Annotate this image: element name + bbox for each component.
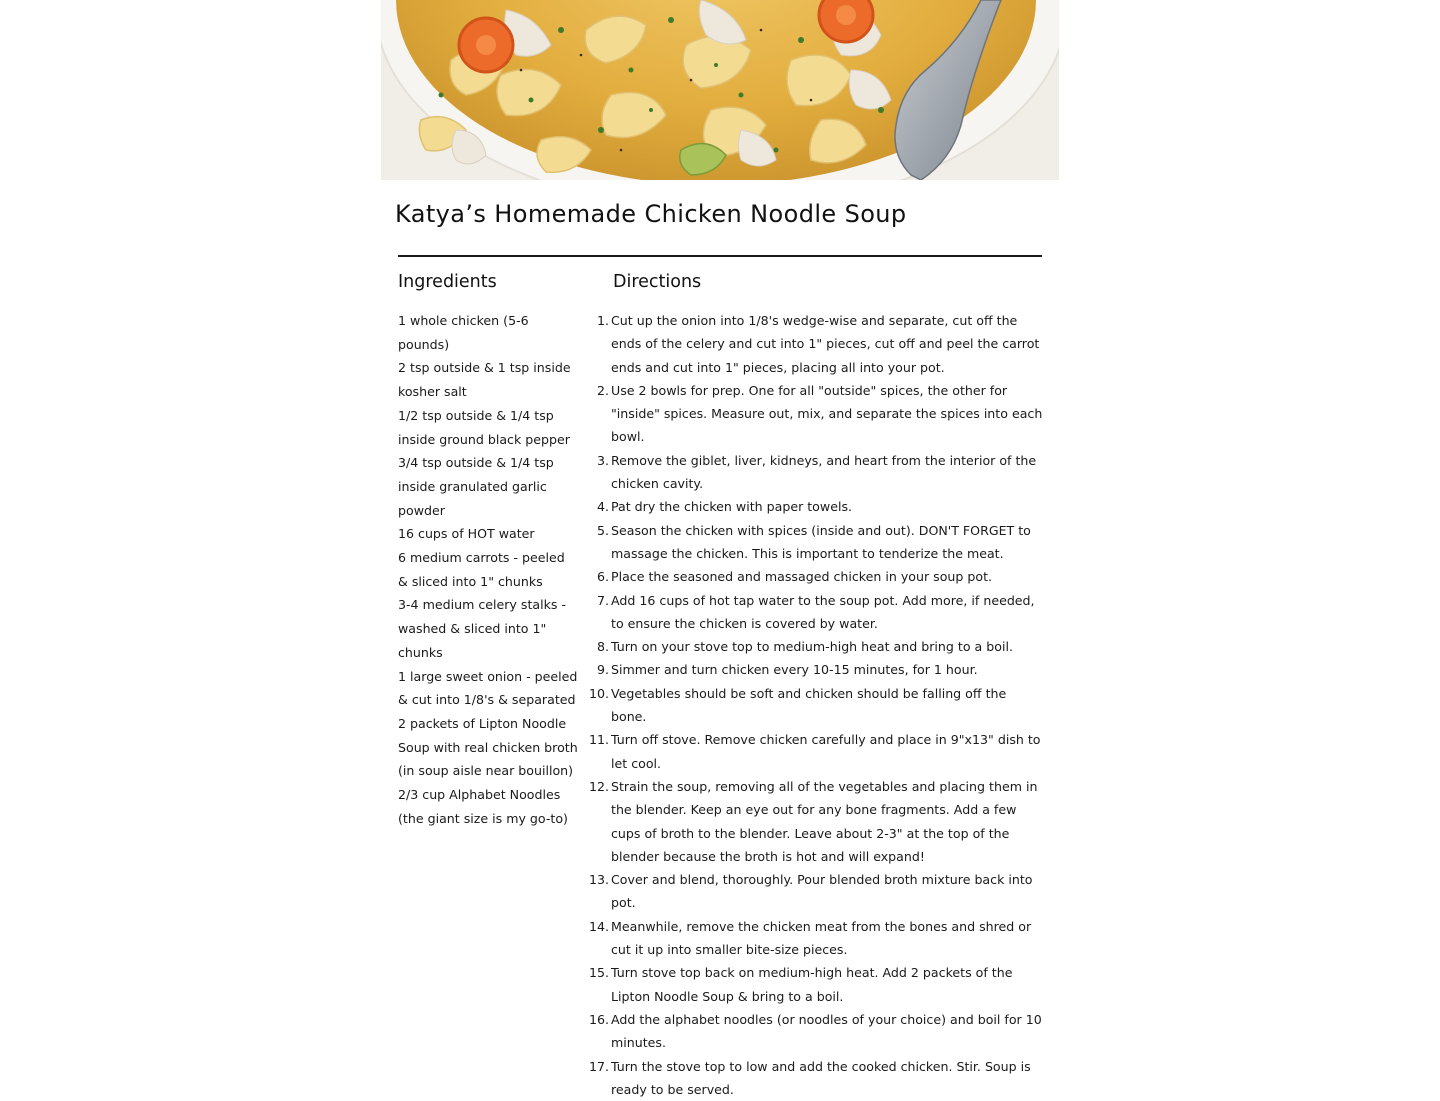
step-text: Cover and blend, thoroughly. Pour blended broth mixture back into pot. [611,872,1033,910]
step-text: Turn on your stove top to medium-high heat and bring to a boil. [611,639,1013,654]
step-text: Add 16 cups of hot tap water to the soup pot. Add more, if needed, to ensure the chicken is covered by water. [611,593,1035,631]
step-number: 16. [588,1008,609,1031]
ingredient-item: 1 large sweet onion - peeled & cut into 1/8's & separated [398,665,578,712]
step-text: Vegetables should be soft and chicken should be falling off the bone. [611,686,1006,724]
step-text: Strain the soup, removing all of the vegetables and placing them in the blender. Keep an eye out for any bone fragments. Add a few cups of broth to the blender. Leave about 2-3" at the top of the blender because the broth is hot and will expand! [611,779,1037,864]
direction-step [588,658,1043,681]
directions-list [588,309,1043,1101]
ingredient-item: 3-4 medium celery stalks - washed & sliced into 1" chunks [398,593,578,664]
step-text: Turn off stove. Remove chicken carefully and place in 9"x13" dish to let cool. [611,732,1041,770]
direction-step [588,961,1043,1008]
step-number: 15. [588,961,609,984]
step-text: Turn the stove top to low and add the cooked chicken. Stir. Soup is ready to be served. [611,1059,1031,1097]
step-number: 1. [588,309,609,332]
step-number: 4. [588,495,609,518]
step-number: 8. [588,635,609,658]
step-text: Turn stove top back on medium-high heat. Add 2 packets of the Lipton Noodle Soup & bring to a boil. [611,965,1012,1003]
direction-step [588,1008,1043,1055]
recipe-page [381,0,1059,1080]
step-text: Use 2 bowls for prep. One for all "outside" spices, the other for "inside" spices. Measure out, mix, and separate the spices into each bowl. [611,383,1042,445]
step-number: 14. [588,915,609,938]
step-number: 6. [588,565,609,588]
step-text: Simmer and turn chicken every 10-15 minutes, for 1 hour. [611,662,978,677]
step-text: Remove the giblet, liver, kidneys, and heart from the interior of the chicken cavity. [611,453,1036,491]
step-text: Season the chicken with spices (inside and out). DON'T FORGET to massage the chicken. This is important to tenderize the meat. [611,523,1031,561]
step-number: 12. [588,775,609,798]
direction-step [588,635,1043,658]
soup-bowl-illustration [381,0,1059,180]
step-text: Cut up the onion into 1/8's wedge-wise and separate, cut off the ends of the celery and cut into 1" pieces, cut off and peel the carrot ends and cut into 1" pieces, placing all into your pot. [611,313,1039,375]
step-text: Add the alphabet noodles (or noodles of your choice) and boil for 10 minutes. [611,1012,1042,1050]
direction-step [588,519,1043,566]
step-number: 10. [588,682,609,705]
directions-heading: Directions [613,272,701,292]
step-number: 5. [588,519,609,542]
step-number: 9. [588,658,609,681]
ingredient-item: 1/2 tsp outside & 1/4 tsp inside ground black pepper [398,404,578,451]
direction-step [588,309,1043,379]
direction-step [588,449,1043,496]
direction-step [588,589,1043,636]
direction-step [588,682,1043,729]
step-number: 17. [588,1055,609,1078]
direction-step [588,379,1043,449]
step-text: Pat dry the chicken with paper towels. [611,499,852,514]
direction-step [588,495,1043,518]
step-number: 7. [588,589,609,612]
step-number: 13. [588,868,609,891]
title-divider [398,255,1042,257]
direction-step [588,775,1043,868]
ingredient-item: 2 packets of Lipton Noodle Soup with real chicken broth (in soup aisle near bouillon) [398,712,578,783]
direction-step [588,565,1043,588]
step-number: 2. [588,379,609,402]
direction-step [588,915,1043,962]
ingredient-item: 6 medium carrots - peeled & sliced into 1" chunks [398,546,578,593]
ingredient-item: 3/4 tsp outside & 1/4 tsp inside granulated garlic powder [398,451,578,522]
soup-photo [381,0,1059,180]
ingredient-item: 1 whole chicken (5-6 pounds) [398,309,578,356]
step-number: 3. [588,449,609,472]
direction-step [588,728,1043,775]
ingredient-item: 16 cups of HOT water [398,522,578,546]
step-text: Place the seasoned and massaged chicken in your soup pot. [611,569,992,584]
ingredients-heading: Ingredients [398,272,497,292]
ingredient-item: 2 tsp outside & 1 tsp inside kosher salt [398,356,578,403]
step-number: 11. [588,728,609,751]
recipe-title: Katya’s Homemade Chicken Noodle Soup [395,200,907,228]
ingredients-list [398,309,578,830]
direction-step [588,868,1043,915]
ingredient-item: 2/3 cup Alphabet Noodles (the giant size is my go-to) [398,783,578,830]
step-text: Meanwhile, remove the chicken meat from the bones and shred or cut it up into smaller bite-size pieces. [611,919,1031,957]
direction-step [588,1055,1043,1101]
